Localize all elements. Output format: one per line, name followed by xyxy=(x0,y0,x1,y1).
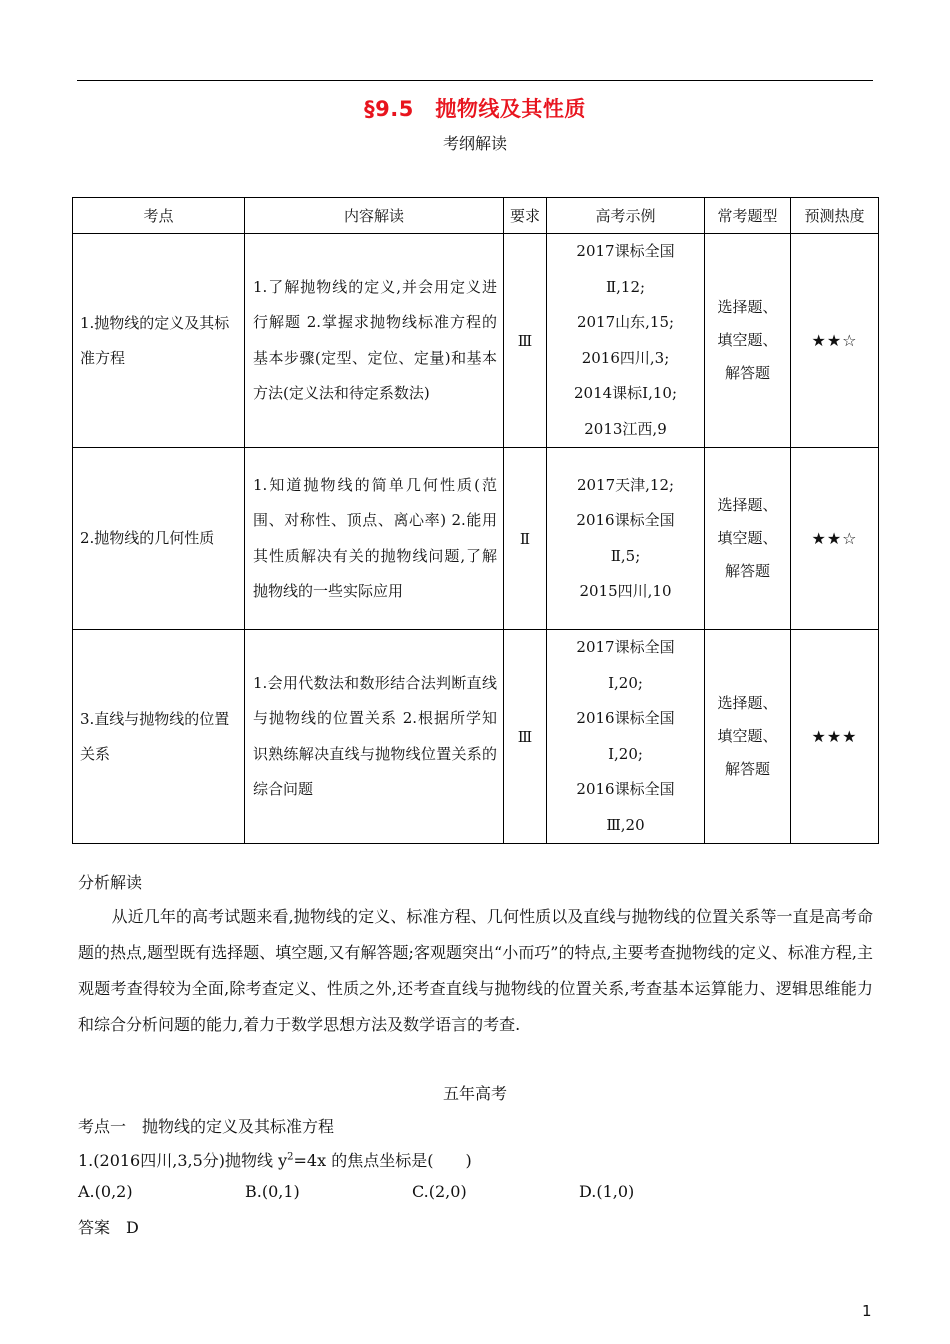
heat-cell xyxy=(791,630,879,844)
example-line: Ⅱ,5; xyxy=(610,546,641,565)
heat-stars: ★★☆ xyxy=(811,529,858,548)
section-heading: 五年高考 xyxy=(442,1084,507,1103)
topic-cell: 3.直线与抛物线的位置关系 xyxy=(73,630,245,844)
analysis-label: 分析解读 xyxy=(78,873,143,892)
top-rule xyxy=(77,80,873,81)
section-subtitle: 考纲解读 xyxy=(442,134,507,153)
content-cell: 1.了解抛物线的定义,并会用定义进行解题 2.掌握求抛物线标准方程的基本步骤(定型、定位、定量)和基本方法(定义法和待定系数法) xyxy=(245,234,504,448)
example-line: Ⅲ,20 xyxy=(606,815,645,834)
type-line: 选择题、 xyxy=(717,694,778,712)
option-d: D.(1,0) xyxy=(579,1182,635,1201)
example-line: 2016课标全国 xyxy=(576,709,675,727)
example-line: 2014课标Ⅰ,10; xyxy=(573,384,677,402)
header-cell: 要求 xyxy=(504,198,547,234)
syllabus-table xyxy=(72,197,879,844)
header-cell: 预测热度 xyxy=(791,198,879,234)
question-stem xyxy=(78,1148,472,1171)
example-line: Ⅱ,12; xyxy=(605,277,646,296)
example-line: 2015四川,10 xyxy=(579,582,672,600)
example-line: 2017课标全国 xyxy=(576,242,675,260)
analysis-paragraph: 从近几年的高考试题来看,抛物线的定义、标准方程、几何性质以及直线与抛物线的位置关系等一直是高考命题的热点,题型既有选择题、填空题,又有解答题;客观题突出“小而巧”的特点,主要考查抛物线的定义、标准方程,主观题考查得较为全面,除考查定义、性质之外,还考查直线与抛物线的位置关系,考查基本运算能力、逻辑思维能力和综合分析问题的能力,着力于数学思想方法及数学语言的考查. xyxy=(78,907,873,1034)
question-stem-start: 1.(2016四川,3,5分)抛物线 y xyxy=(78,1151,288,1170)
requirement-cell: Ⅱ xyxy=(504,448,547,630)
example-line: 2017天津,12; xyxy=(576,475,675,494)
option-b: B.(0,1) xyxy=(245,1182,300,1201)
page-number: 1 xyxy=(862,1302,872,1320)
requirement-cell: Ⅲ xyxy=(504,234,547,448)
example-line: 2013江西,9 xyxy=(584,419,667,438)
question-stem-end: =4x 的焦点坐标是( ) xyxy=(293,1151,472,1170)
exam-point-heading: 考点一 抛物线的定义及其标准方程 xyxy=(78,1117,335,1136)
type-line: 填空题、 xyxy=(717,331,778,349)
header-cell: 考点 xyxy=(73,198,245,234)
type-line: 填空题、 xyxy=(717,727,778,745)
example-line: 2016课标全国 xyxy=(576,511,675,529)
header-cell: 常考题型 xyxy=(705,198,791,234)
type-line: 解答题 xyxy=(724,562,770,580)
type-line: 填空题、 xyxy=(717,529,778,547)
content-cell: 1.会用代数法和数形结合法判断直线与抛物线的位置关系 2.根据所学知识熟练解决直线与抛物线位置关系的综合问题 xyxy=(245,630,504,844)
table-row xyxy=(73,234,879,448)
option-c: C.(2,0) xyxy=(412,1182,467,1201)
heat-stars: ★★★ xyxy=(811,727,858,746)
type-line: 解答题 xyxy=(724,760,770,778)
example-line: 2017山东,15; xyxy=(576,313,675,331)
page-title: §9.5 抛物线及其性质 xyxy=(364,97,586,121)
table-row xyxy=(73,630,879,844)
example-line: Ⅰ,20; xyxy=(608,744,643,763)
exponent: 2 xyxy=(287,1151,294,1163)
question-types-cell xyxy=(705,630,791,844)
type-line: 选择题、 xyxy=(717,298,778,316)
example-line: 2017课标全国 xyxy=(576,638,675,656)
examples-cell xyxy=(547,630,705,844)
header-cell: 高考示例 xyxy=(547,198,705,234)
example-line: 2016课标全国 xyxy=(576,780,675,798)
topic-cell: 2.抛物线的几何性质 xyxy=(73,448,245,630)
question-types-cell xyxy=(705,234,791,448)
table-row xyxy=(73,448,879,630)
answer-line: 答案 D xyxy=(78,1218,139,1237)
option-a: A.(0,2) xyxy=(78,1182,133,1201)
examples-cell xyxy=(547,448,705,630)
table-header-row xyxy=(73,198,879,234)
topic-cell: 1.抛物线的定义及其标准方程 xyxy=(73,234,245,448)
examples-cell xyxy=(547,234,705,448)
heat-cell xyxy=(791,448,879,630)
example-line: 2016四川,3; xyxy=(581,348,670,367)
heat-stars: ★★☆ xyxy=(811,331,858,350)
type-line: 解答题 xyxy=(724,364,770,382)
type-line: 选择题、 xyxy=(717,496,778,514)
example-line: Ⅰ,20; xyxy=(608,673,643,692)
requirement-cell: Ⅲ xyxy=(504,630,547,844)
header-cell: 内容解读 xyxy=(245,198,504,234)
question-types-cell xyxy=(705,448,791,630)
heat-cell xyxy=(791,234,879,448)
content-cell: 1.知道抛物线的简单几何性质(范围、对称性、顶点、离心率) 2.能用其性质解决有关的抛物线问题,了解抛物线的一些实际应用 xyxy=(245,448,504,630)
